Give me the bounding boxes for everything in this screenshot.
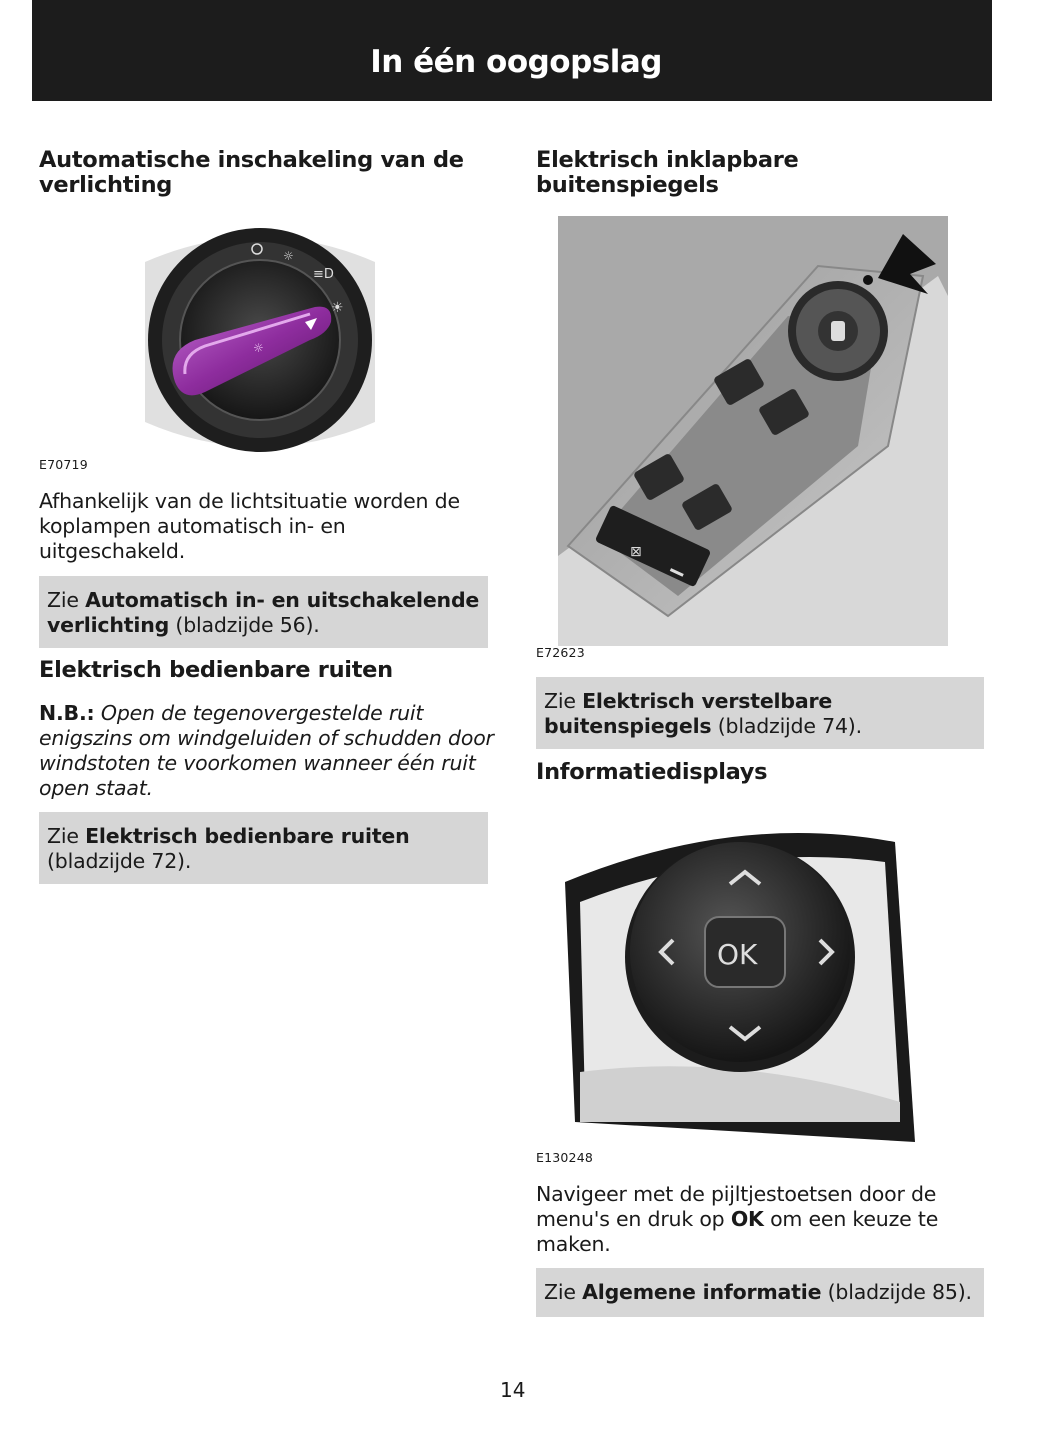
svg-text:☼: ☼	[253, 341, 264, 355]
auto-lights-body: Afhankelijk van de lichtsituatie worden de koplampen automatisch in- en uitgeschakeld.	[39, 489, 460, 563]
page-header	[32, 0, 992, 101]
ref-box-auto-lights	[39, 576, 488, 648]
section-title-info-displays: Informatiedisplays	[536, 759, 768, 785]
ref-box-mirrors	[536, 677, 984, 749]
ref-prefix: Zie	[544, 1280, 583, 1304]
info-displays-body	[536, 1182, 986, 1257]
ref-suffix: (bladzijde 85).	[821, 1280, 972, 1304]
body-bold-ok: OK	[730, 1207, 764, 1231]
ref-link-auto-lights[interactable]: Automatisch in- en uitschakelende verlichting	[47, 588, 480, 637]
section-title-auto-lights: Automatische inschakeling van de verlichting	[39, 147, 464, 198]
figure-code-e130248: E130248	[536, 1150, 594, 1165]
body-suffix: om een keuze te maken.	[536, 1207, 939, 1256]
ok-button-label: OK	[717, 938, 758, 971]
section-title-power-windows: Elektrisch bedienbare ruiten	[39, 657, 393, 683]
figure-light-switch	[135, 222, 385, 457]
ref-suffix: (bladzijde 72).	[47, 849, 192, 873]
section-title-folding-mirrors: Elektrisch inklapbare buitenspiegels	[536, 147, 799, 198]
ref-suffix: (bladzijde 56).	[169, 613, 320, 637]
page-title: In één oogopslag	[370, 44, 662, 80]
ref-prefix: Zie	[544, 689, 583, 713]
note-label: N.B.:	[39, 701, 95, 725]
svg-text:☼: ☼	[283, 249, 294, 263]
figure-code-e72623: E72623	[536, 645, 585, 660]
body-prefix: Navigeer met de pijltjestoetsen door de menu's en druk op	[536, 1182, 937, 1231]
svg-text:⊠: ⊠	[630, 544, 642, 560]
ref-suffix: (bladzijde 74).	[711, 714, 862, 738]
page-number: 14	[500, 1378, 526, 1402]
ref-link-general-info[interactable]: Algemene informatie	[582, 1280, 822, 1304]
ref-prefix: Zie	[47, 588, 86, 612]
svg-text:≡D: ≡D	[313, 267, 334, 282]
figure-door-switches	[558, 216, 948, 646]
power-windows-note	[39, 701, 494, 801]
ref-link-power-windows[interactable]: Elektrisch bedienbare ruiten	[85, 824, 410, 848]
note-text: Open de tegenovergestelde ruit enigszins om windgeluiden of schudden door windstoten te voorkomen wanneer één ruit open staat.	[39, 701, 494, 800]
ref-box-power-windows	[39, 812, 488, 884]
svg-text:☀: ☀	[331, 300, 344, 316]
ref-prefix: Zie	[47, 824, 86, 848]
ref-link-mirrors[interactable]: Elektrisch verstelbare buitenspiegels	[544, 689, 833, 738]
ref-box-general-info	[536, 1268, 984, 1317]
figure-steering-pad	[555, 822, 920, 1147]
figure-code-e70719: E70719	[39, 457, 88, 472]
